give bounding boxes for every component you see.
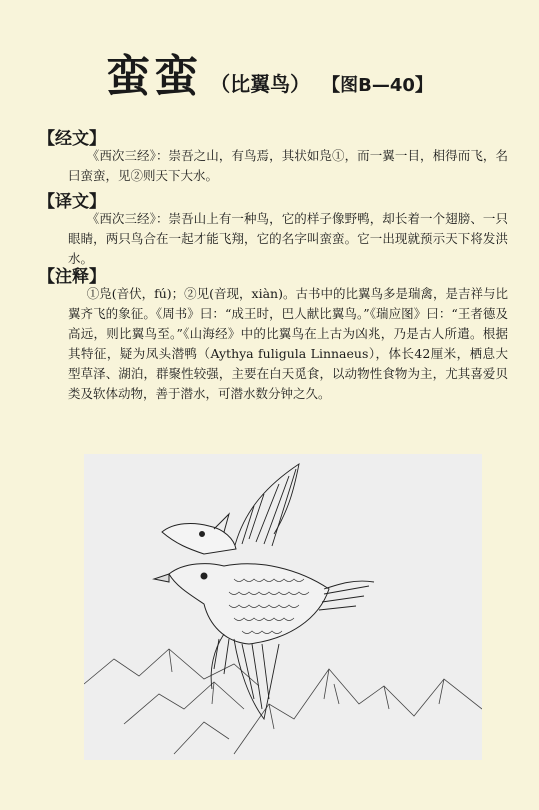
mountains-drawing: [84, 649, 482, 754]
page-subtitle: （比翼鸟）: [210, 72, 311, 96]
section-head-yiwen: 【译文】: [38, 192, 106, 212]
section-text-jingwen: [68, 146, 508, 186]
right-wing-drawing: [319, 581, 374, 610]
section-head-zhushi: 【注释】: [38, 267, 106, 287]
page-title: 蛮蛮: [106, 51, 203, 102]
figure-number: 【图B—40】: [322, 75, 433, 96]
bird-illustration: [84, 454, 482, 760]
section-head-jingwen: 【经文】: [38, 129, 106, 149]
page-title-row: [0, 40, 539, 100]
body-drawing: [154, 564, 329, 644]
zhushi-paragraph: ①凫(音伏，fú)；②见(音现，xiàn)。古书中的比翼鸟多是瑞禽，是吉祥与比翼齐飞的象征。《周书》曰：“成王时，巴人献比翼鸟。”《瑞应图》曰：“王者德及高远，则比翼鸟至。”《山海经》中的比翼鸟在上古为凶兆，乃是古人所遣。根据其特征，疑为凤头潜鸭（Aythya fuligula Linnaeus），体长42厘米，栖息大型草泽、湖泊，群聚性较强，主要在白天觅食，以动物性食物为主，尤其喜爱贝类及软体动物，善于潜水，可潜水数分钟之久。: [68, 286, 508, 401]
upper-wing-drawing: [234, 464, 299, 549]
bird-drawing: [84, 454, 482, 760]
jingwen-paragraph: 《西次三经》：崇吾之山，有鸟焉，其状如凫①，而一翼一目，相得而飞，名曰蛮蛮，见②则天下大水。: [68, 148, 508, 183]
lower-wing-drawing: [211, 634, 279, 719]
section-text-zhushi: [68, 284, 508, 404]
upper-head-drawing: [162, 514, 236, 554]
yiwen-paragraph: 《西次三经》：崇吾山上有一种鸟，它的样子像野鸭，却长着一个翅膀、一只眼睛，两只鸟合在一起才能飞翔，它的名字叫蛮蛮。它一出现就预示天下将发洪水。: [68, 211, 508, 266]
section-text-yiwen: [68, 209, 508, 269]
